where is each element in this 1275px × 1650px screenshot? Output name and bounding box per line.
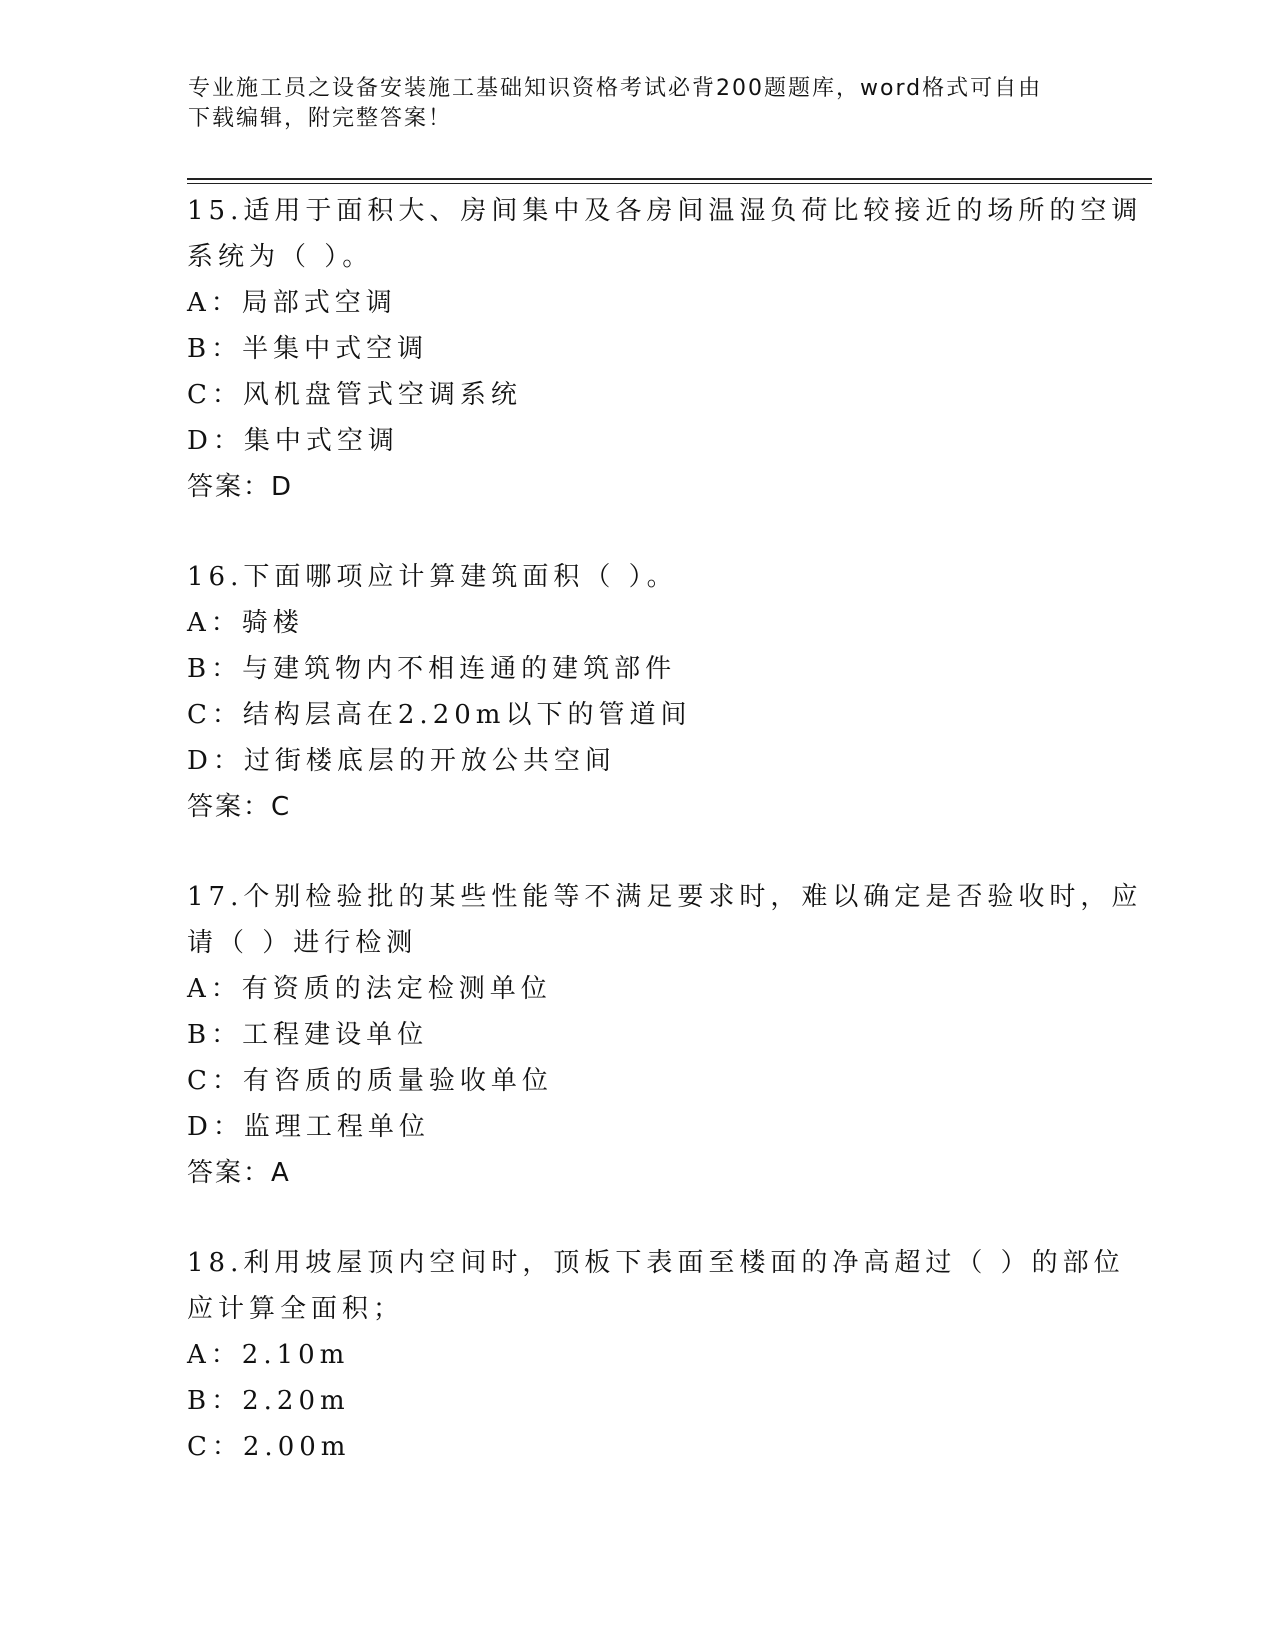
header-divider-thin — [187, 183, 1152, 184]
option-a: A：2.10m — [187, 1340, 350, 1370]
option-b: B：2.20m — [187, 1386, 350, 1416]
answer: 答案：D — [187, 472, 294, 502]
header-line-2: 下载编辑，附完整答案！ — [188, 106, 453, 131]
question-stem: 17.个别检验批的某些性能等不满足要求时，难以确定是否验收时，应 — [187, 882, 1143, 912]
option-c: C：2.00m — [187, 1432, 351, 1462]
option-a: A：骑楼 — [187, 608, 304, 638]
option-c: C：风机盘管式空调系统 — [187, 380, 522, 410]
question-list — [187, 188, 1143, 1514]
option-b: B：与建筑物内不相连通的建筑部件 — [187, 654, 677, 684]
question-stem: 18.利用坡屋顶内空间时，顶板下表面至楼面的净高超过（ ）的部位 — [187, 1248, 1125, 1278]
question-stem-continued: 系统为（ ）。 — [187, 242, 374, 272]
question-16 — [187, 554, 1087, 830]
option-a: A：有资质的法定检测单位 — [187, 974, 552, 1004]
header-line-1: 专业施工员之设备安装施工基础知识资格考试必背200题题库，word格式可自由 — [188, 76, 1043, 101]
option-b: B：半集中式空调 — [187, 334, 429, 364]
answer: 答案：A — [187, 1158, 291, 1188]
option-d: D：过街楼底层的开放公共空间 — [187, 746, 616, 776]
document-header — [188, 74, 1068, 134]
question-15 — [187, 188, 1143, 510]
question-stem: 16.下面哪项应计算建筑面积（ ）。 — [187, 562, 678, 592]
header-divider-thick — [187, 178, 1152, 180]
option-c: C：结构层高在2.20m以下的管道间 — [187, 700, 692, 730]
option-b: B：工程建设单位 — [187, 1020, 429, 1050]
option-d: D：集中式空调 — [187, 426, 399, 456]
question-stem: 15.适用于面积大、房间集中及各房间温湿负荷比较接近的场所的空调 — [187, 196, 1143, 226]
answer: 答案：C — [187, 792, 292, 822]
option-a: A：局部式空调 — [187, 288, 397, 318]
option-d: D：监理工程单位 — [187, 1112, 430, 1142]
question-stem-continued: 应计算全面积； — [187, 1294, 405, 1324]
question-17 — [187, 874, 1143, 1196]
question-stem-continued: 请（ ）进行检测 — [187, 928, 418, 958]
question-18 — [187, 1240, 1125, 1470]
option-c: C：有咨质的质量验收单位 — [187, 1066, 553, 1096]
